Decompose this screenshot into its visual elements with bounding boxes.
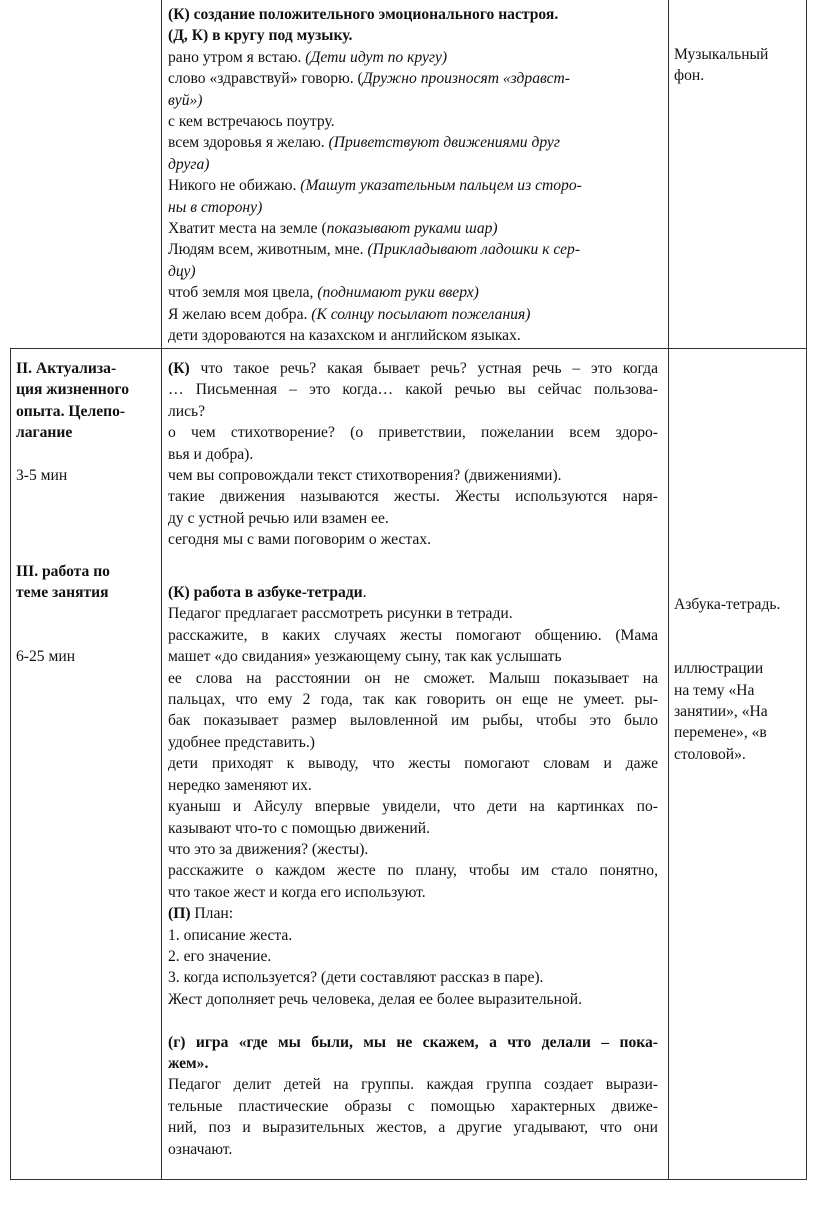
text-run: пальцах, что ему 2 года, так как говорить он еще не умеет. ры- (168, 691, 658, 709)
text-run: что это за движения? (жесты). (168, 840, 369, 858)
text-run: что такое речь? какая бывает речь? устная речь – это когда (189, 360, 658, 377)
text-run: 1. описание жеста. (168, 926, 293, 944)
text-run: сегодня мы с вами поговорим о жестах. (168, 531, 432, 549)
text-run: друга) (168, 155, 210, 173)
text-run: казывают что-то с помощью движений. (168, 819, 430, 837)
text-line (168, 625, 658, 646)
text-run: (К) (168, 360, 190, 377)
text-run: Жест дополняет речь человека, делая ее более выразительной. (168, 990, 582, 1008)
text-run: куаныш и Айсулу впервые увидели, что дети на картинках по- (168, 798, 658, 816)
text-run: Педагог предлагает рассмотреть рисунки в тетради. (168, 605, 513, 623)
resource-line: Азбука-тетрадь. (674, 596, 781, 613)
text-line (168, 379, 658, 400)
text-line (168, 946, 658, 967)
text-run: ны в сторону) (168, 198, 263, 216)
text-line (168, 132, 658, 153)
text-line (168, 444, 658, 465)
stage-2-title: лагание (16, 424, 73, 442)
text-line (168, 154, 658, 175)
text-run: тельные пластические образы с помощью характерных движе- (168, 1097, 658, 1115)
stage-2-title: ция жизненного (16, 381, 130, 399)
text-run: (К) создание положительного эмоционального настроя. (168, 6, 559, 23)
stage-cell (16, 358, 152, 668)
text-run: всем здоровья я желаю. (168, 134, 329, 152)
text-line (168, 465, 658, 486)
text-run: чтоб земля моя цвела, (168, 284, 318, 302)
text-run: (Прикладывают ладошки к сер- (367, 241, 581, 259)
text-run: Я желаю всем добра. (168, 305, 312, 323)
stage-2-time: 3-5 мин (16, 467, 68, 485)
text-run: дцу) (168, 262, 196, 280)
text-run: дети приходят к выводу, что жесты помогают словам и даже (168, 755, 658, 773)
row2-resource-cell (674, 594, 802, 765)
text-line (168, 839, 658, 860)
text-run: о чем стихотворение? (о приветствии, пожелании всем здоро- (168, 424, 658, 442)
text-line (168, 111, 658, 132)
text-line (168, 882, 658, 903)
text-line (168, 1032, 658, 1053)
text-line (168, 775, 658, 796)
text-run: … Письменная – это когда… какой речью вы сейчас пользова- (168, 381, 658, 399)
text-line (168, 1139, 658, 1160)
table-bottom-border (10, 1179, 807, 1180)
stage-2-title: II. Актуализа- (16, 360, 117, 377)
text-run: Хватит места на земле ( (168, 220, 327, 238)
text-run: бак показывает размер выловленной им рыбы, чтобы это было (168, 712, 658, 730)
text-run: вуй») (168, 91, 203, 109)
text-line (168, 239, 658, 260)
text-line (168, 1074, 658, 1095)
text-run: машет «до свидания» уезжающему сыну, так как услышать (168, 648, 562, 666)
stage-2-title: опыта. Целепо- (16, 402, 126, 420)
row1-resource-cell (674, 44, 802, 87)
text-line (168, 1096, 658, 1117)
text-line (168, 358, 658, 379)
text-line (168, 689, 658, 710)
resource-line: занятии», «На (674, 703, 768, 720)
text-line (168, 197, 658, 218)
text-run: План: (190, 905, 234, 923)
text-run: дети здороваются на казахском и английском языках. (168, 327, 521, 345)
text-run: удобнее представить.) (168, 733, 315, 751)
text-run: (П) (168, 905, 191, 923)
row2-content-cell (168, 358, 658, 1160)
text-run: Людям всем, животным, мне. (168, 241, 368, 259)
text-line (168, 925, 658, 946)
text-line (168, 796, 658, 817)
text-line (168, 818, 658, 839)
text-run: такие движения называются жесты. Жесты используются наря- (168, 488, 658, 506)
resource-line: на тему «На (674, 681, 755, 699)
workbook-block (168, 582, 658, 1010)
text-line (168, 25, 658, 46)
text-run: ду с устной речью или взамен ее. (168, 509, 389, 527)
text-run: (Дети идут по кругу) (305, 48, 448, 66)
text-line (168, 1117, 658, 1138)
text-line (168, 989, 658, 1010)
text-line (168, 4, 658, 25)
text-line (168, 422, 658, 443)
text-line (168, 68, 658, 89)
text-run: Дружно произносят «здравст- (362, 70, 570, 88)
text-run: ний, поз и выразительных жестов, а другие угадывают, что они (168, 1119, 658, 1137)
resource-line: перемене», «в (674, 724, 767, 742)
column-divider-right (806, 0, 807, 1180)
text-run: ее слова на расстоянии он не сможет. Малыш показывает на (168, 669, 658, 687)
text-line (168, 508, 658, 529)
column-divider-left (10, 348, 11, 1180)
text-line (168, 261, 658, 282)
text-run: нередко заменяют их. (168, 776, 312, 794)
text-line (168, 325, 658, 346)
text-run: (К) работа в азбуке-тетради (168, 584, 363, 602)
resource-line: столовой». (674, 745, 746, 763)
text-run: расскажите о каждом жесте по плану, чтобы им стало понятно, (168, 862, 658, 880)
text-run: означают. (168, 1140, 233, 1158)
text-line (168, 282, 658, 303)
text-run: расскажите, в каких случаях жесты помогают общению. (Мама (168, 626, 658, 644)
text-line (168, 967, 658, 988)
row-divider (10, 348, 807, 349)
text-run: 2. его значение. (168, 947, 272, 965)
text-run: (К солнцу посылают пожелания) (311, 305, 531, 323)
text-run: жем». (168, 1054, 209, 1072)
text-run: 3. когда используется? (дети составляют рассказ в паре). (168, 969, 544, 987)
text-line (168, 47, 658, 68)
text-run: (Машут указательным пальцем из сторо- (300, 177, 582, 195)
text-run: чем вы сопровождали текст стихотворения? (движениями). (168, 467, 562, 485)
text-line (168, 903, 658, 924)
text-line (168, 860, 658, 881)
text-line (168, 753, 658, 774)
text-line (168, 529, 658, 550)
text-line (168, 1053, 658, 1074)
text-run: вья и добра). (168, 445, 254, 463)
stage-3-title: теме занятия (16, 584, 109, 601)
text-line (168, 646, 658, 667)
text-run: лись? (168, 402, 206, 420)
text-run: (Д, К) в кругу под музыку. (168, 27, 353, 45)
text-line (168, 486, 658, 507)
text-line (168, 90, 658, 111)
text-run: слово «здравствуй» говорю. ( (168, 70, 363, 88)
text-line (168, 582, 658, 603)
text-run: Никого не обижаю. (168, 177, 301, 195)
text-line (168, 304, 658, 325)
actualization-block (168, 358, 658, 551)
text-line (168, 710, 658, 731)
text-run: показывают руками шар) (326, 220, 498, 238)
stage-3-title: III. работа по (16, 562, 110, 580)
text-line (168, 603, 658, 624)
text-line (168, 401, 658, 422)
stage-3-time: 6-25 мин (16, 648, 76, 666)
text-run: (Приветствуют движениями друг (328, 134, 560, 152)
text-line (168, 732, 658, 753)
resource-line: Музыкальный (674, 46, 769, 63)
resource-line: иллюстрации (674, 660, 764, 678)
resource-line: фон. (674, 67, 705, 85)
game-block (168, 1032, 658, 1160)
text-run: рано утром я встаю. (168, 48, 306, 66)
text-run: . (362, 584, 367, 602)
text-line (168, 175, 658, 196)
text-line (168, 668, 658, 689)
text-run: (г) игра «где мы были, мы не скажем, а что делали – пока- (168, 1033, 658, 1051)
text-line (168, 218, 658, 239)
text-run: (поднимают руки вверх) (317, 284, 479, 302)
row1-content-cell (168, 4, 658, 347)
text-run: Педагог делит детей на группы. каждая группа создает вырази- (168, 1076, 658, 1094)
column-divider-2 (668, 0, 669, 1180)
text-run: с кем встречаюсь поутру. (168, 113, 335, 131)
column-divider-1 (161, 0, 162, 1180)
text-run: что такое жест и когда его используют. (168, 883, 426, 901)
